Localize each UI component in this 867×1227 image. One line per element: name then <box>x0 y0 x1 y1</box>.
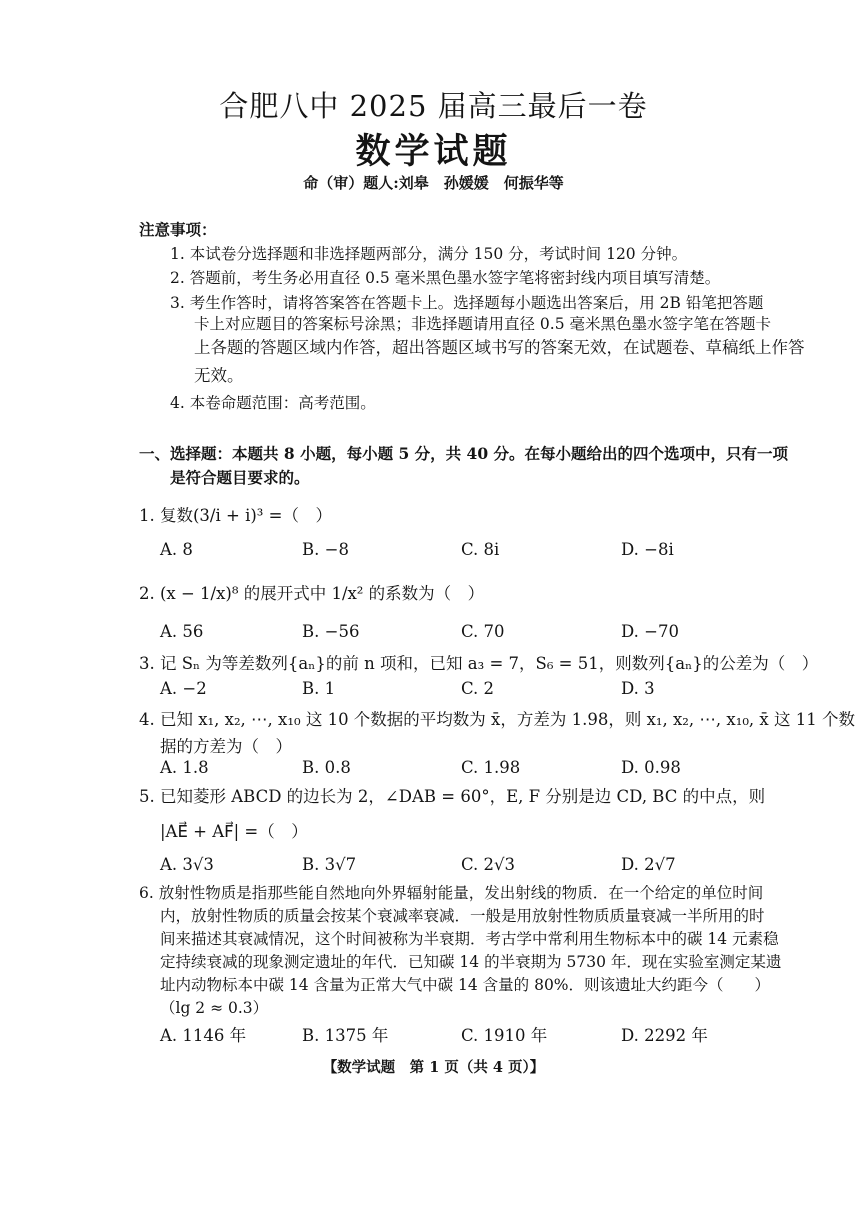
note-item: 2. 答题前，考生务必用直径 0.5 毫米黑色墨水签字笔将密封线内项目填写清楚。 <box>170 269 721 287</box>
question-6-stem: 6. 放射性物质是指那些能自然地向外界辐射能量，发出射线的物质．在一个给定的单位时间 <box>139 884 764 902</box>
question-6-stem-continued: 定持续衰减的现象测定遗址的年代．已知碳 14 的半衰期为 5730 年．现在实验室测定某遗 <box>160 953 782 971</box>
question-4-option-b: B. 0.8 <box>302 758 351 777</box>
question-6-option-c: C. 1910 年 <box>461 1026 548 1045</box>
question-6-option-a: A. 1146 年 <box>160 1026 247 1045</box>
note-item: 4. 本卷命题范围：高考范围。 <box>170 394 376 412</box>
question-6-stem-continued: 内，放射性物质的质量会按某个衰减率衰减．一般是用放射性物质质量衰减一半所用的时 <box>160 907 765 925</box>
exam-title: 合肥八中 2025 届高三最后一卷 <box>219 89 648 123</box>
question-2-option-d: D. −70 <box>621 622 679 641</box>
note-item-continued: 无效。 <box>194 366 244 385</box>
subject-title: 数学试题 <box>355 131 512 172</box>
question-6-stem-continued: 址内动物标本中碳 14 含量为正常大气中碳 14 含量的 80%．则该遗址大约距今（ ） <box>160 976 771 994</box>
question-1-option-b: B. −8 <box>302 540 349 559</box>
question-4-option-c: C. 1.98 <box>461 758 521 777</box>
note-item-continued: 卡上对应题目的答案标号涂黑；非选择题请用直径 0.5 毫米黑色墨水签字笔在答题卡 <box>194 315 772 333</box>
question-3-stem: 3. 记 Sₙ 为等差数列{aₙ}的前 n 项和，已知 a₃ = 7，S₆ = 51，则数列{aₙ}的公差为（ ） <box>139 654 819 673</box>
question-5-option-b: B. 3√7 <box>302 855 357 874</box>
note-item: 3. 考生作答时，请将答案答在答题卡上。选择题每小题选出答案后，用 2B 铅笔把答题 <box>170 294 764 312</box>
question-5-stem-continued: |AE⃗ + AF⃗| =（ ） <box>160 822 308 841</box>
question-6-option-b: B. 1375 年 <box>302 1026 389 1045</box>
question-3-option-d: D. 3 <box>621 679 655 698</box>
question-6-option-d: D. 2292 年 <box>621 1026 708 1045</box>
authors-line: 命（审）题人:刘皋 孙媛媛 何振华等 <box>303 174 564 192</box>
question-3-option-c: C. 2 <box>461 679 495 698</box>
question-5-option-a: A. 3√3 <box>160 855 214 874</box>
question-6-stem-continued: 间来描述其衰减情况，这个时间被称为半衰期．考古学中常利用生物标本中的碳 14 元素稳 <box>160 930 779 948</box>
question-5-option-d: D. 2√7 <box>621 855 676 874</box>
question-1-option-c: C. 8i <box>461 540 500 559</box>
question-1-option-a: A. 8 <box>160 540 193 559</box>
question-4-stem: 4. 已知 x₁, x₂, ⋯, x₁₀ 这 10 个数据的平均数为 x̄，方差为 1.98，则 x₁, x₂, ⋯, x₁₀, x̄ 这 11 个数 <box>139 710 855 729</box>
question-3-option-b: B. 1 <box>302 679 336 698</box>
question-1-option-d: D. −8i <box>621 540 674 559</box>
question-5-option-c: C. 2√3 <box>461 855 516 874</box>
question-5-stem: 5. 已知菱形 ABCD 的边长为 2，∠DAB = 60°，E, F 分别是边 CD, BC 的中点，则 <box>139 787 766 806</box>
note-item-continued: 上各题的答题区域内作答，超出答题区域书写的答案无效，在试题卷、草稿纸上作答 <box>194 338 805 357</box>
page-footer: 【数学试题 第 1 页（共 4 页）】 <box>322 1059 545 1076</box>
question-1-stem: 1. 复数(3/i + i)³ =（ ） <box>139 506 332 525</box>
question-4-stem-continued: 据的方差为（ ） <box>160 737 292 756</box>
question-2-option-a: A. 56 <box>160 622 204 641</box>
note-item: 1. 本试卷分选择题和非选择题两部分，满分 150 分，考试时间 120 分钟。 <box>170 245 688 263</box>
question-2-stem: 2. (x − 1/x)⁸ 的展开式中 1/x² 的系数为（ ） <box>139 584 485 603</box>
question-4-option-a: A. 1.8 <box>160 758 209 777</box>
question-2-option-b: B. −56 <box>302 622 360 641</box>
question-2-option-c: C. 70 <box>461 622 505 641</box>
question-3-option-a: A. −2 <box>160 679 207 698</box>
section-heading: 一、选择题：本题共 8 小题，每小题 5 分，共 40 分。在每小题给出的四个选项中，只有一项 <box>139 444 789 463</box>
section-heading-continued: 是符合题目要求的。 <box>170 468 310 487</box>
notes-heading: 注意事项： <box>139 220 217 239</box>
question-4-option-d: D. 0.98 <box>621 758 681 777</box>
question-6-hint: （lg 2 ≈ 0.3） <box>160 999 269 1017</box>
